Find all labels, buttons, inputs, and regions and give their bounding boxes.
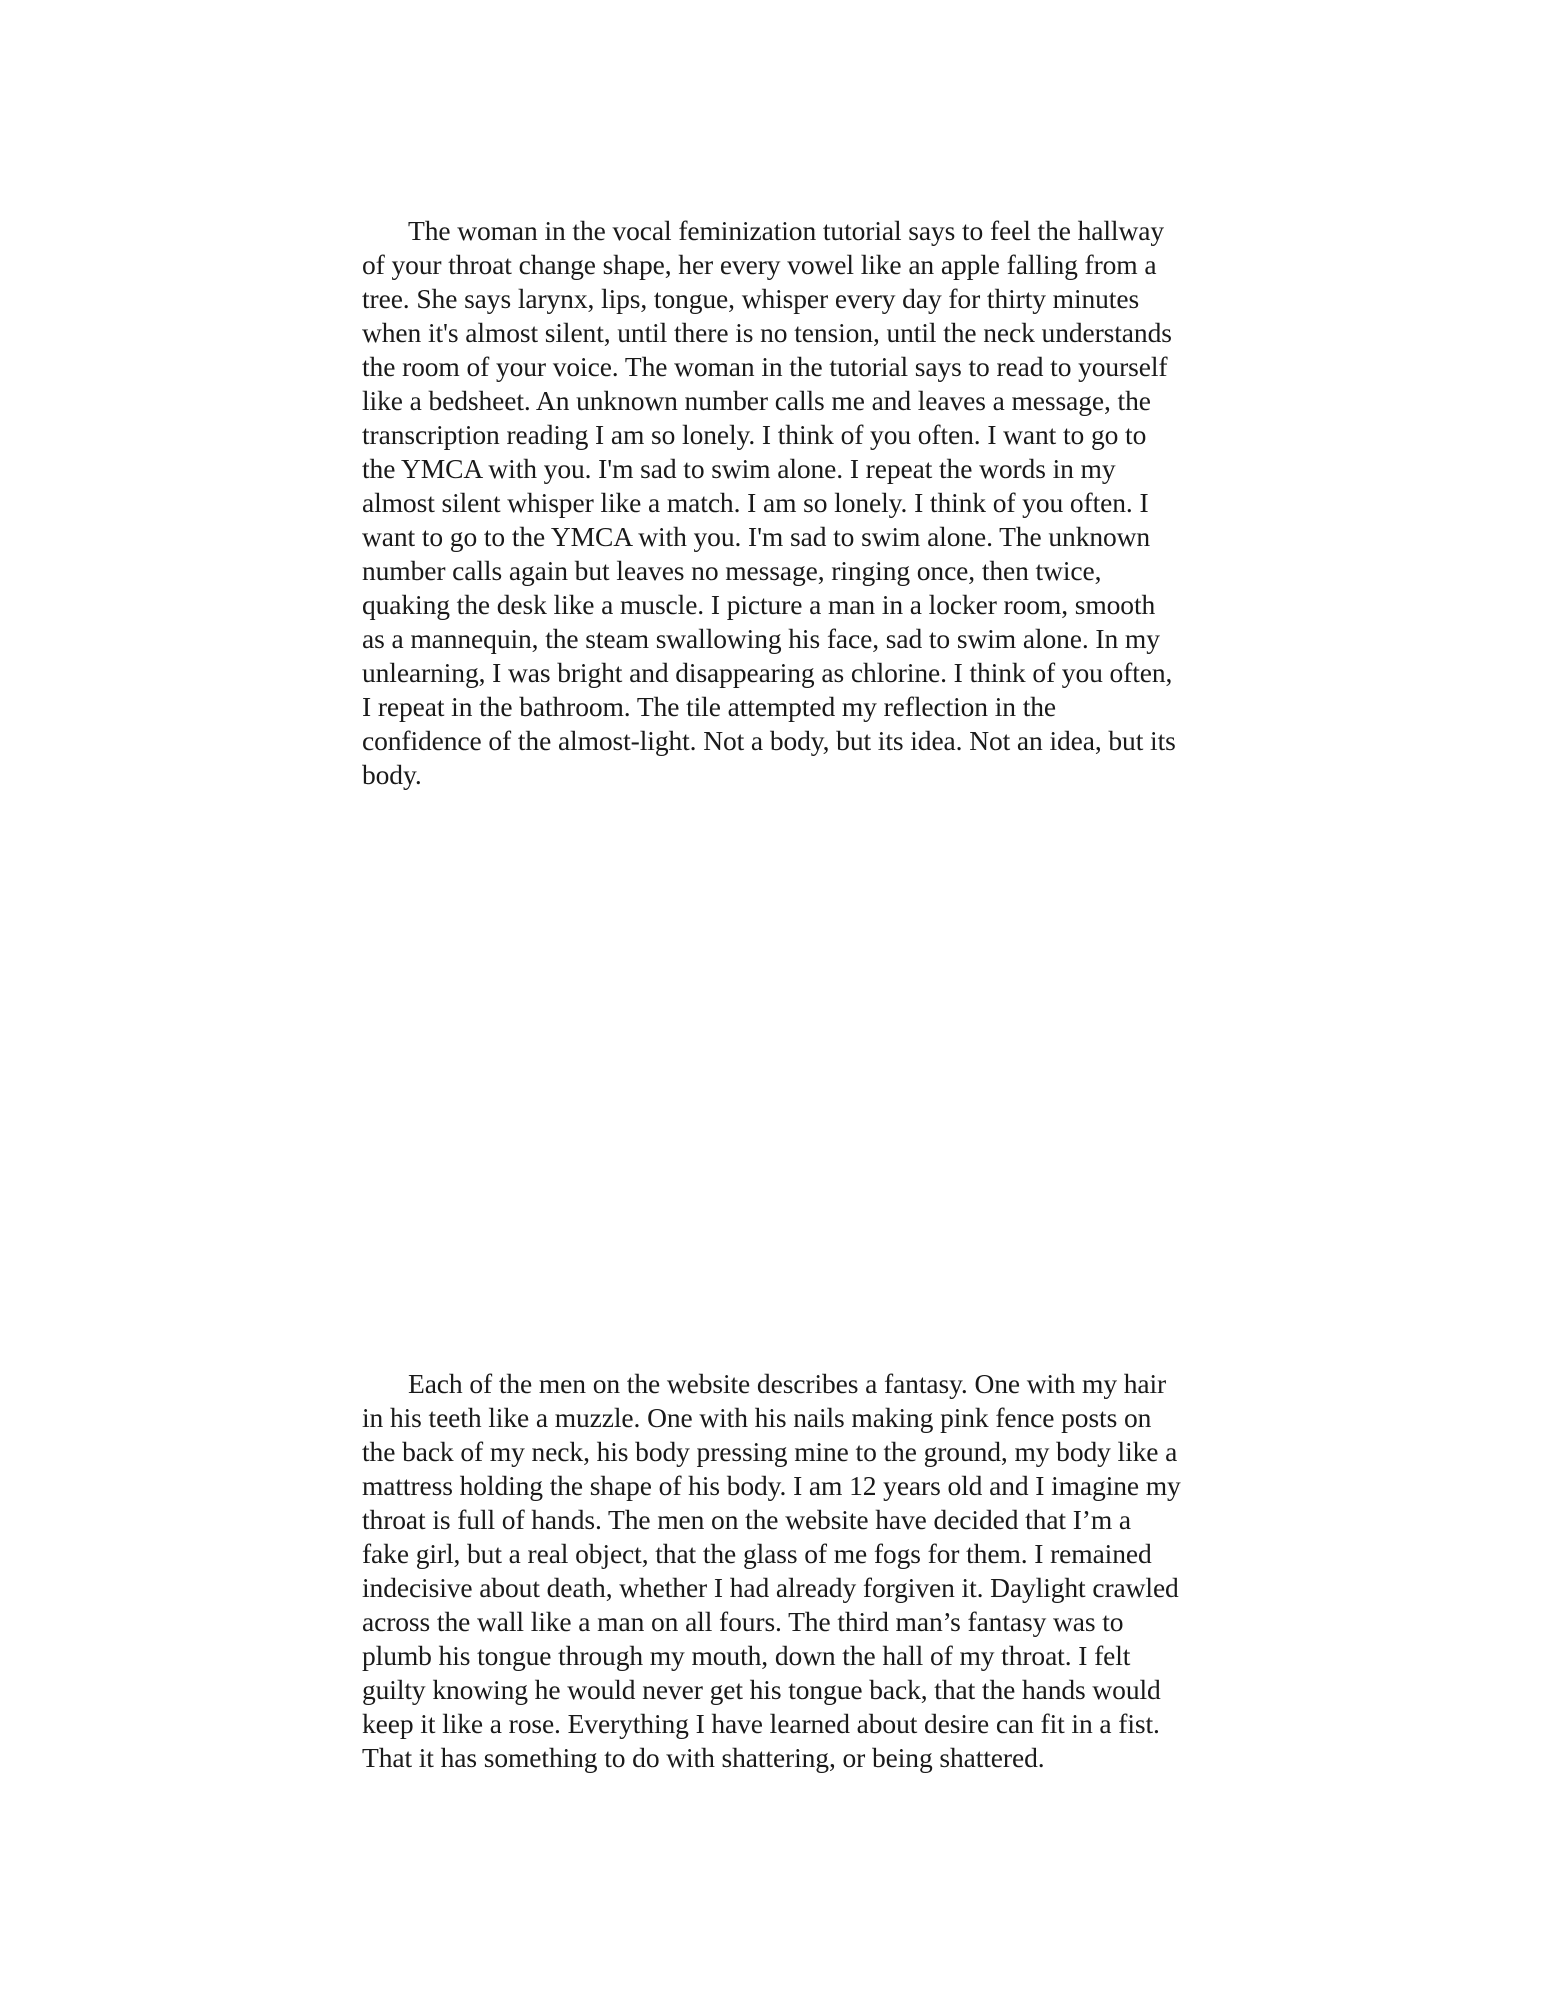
paragraph-website-fantasies: Each of the men on the website describes a fantasy. One with my hair in his teeth like a muzzle. One with his nails making pink fence posts on the back of my neck, his body pressing mine to the ground, my body like a mattress holding the shape of his body. I am 12 years old and I imagine my throat is full of hands. The men on the website have decided that I’m a fake girl, but a real object, that the glass of me fogs for them. I remained indecisive about death, whether I had already forgiven it. Daylight crawled across the wall like a man on all fours. The third man’s fantasy was to plumb his tongue through my mouth, down the hall of my throat. I felt guilty knowing he would never get his tongue back, that the hands would keep it like a rose. Everything I have learned about desire can fit in a fist. That it has something to do with shattering, or being shattered. [362,1368,1181,1773]
paragraph-vocal-tutorial: The woman in the vocal feminization tutorial says to feel the hallway of your throat change shape, her every vowel like an apple falling from a tree. She says larynx, lips, tongue, whisper every day for thirty minutes when it's almost silent, until there is no tension, until the neck understands the room of your voice. The woman in the tutorial says to read to yourself like a bedsheet. An unknown number calls me and leaves a message, the transcription reading I am so lonely. I think of you often. I want to go to the YMCA with you. I'm sad to swim alone. I repeat the words in my almost silent whisper like a match. I am so lonely. I think of you often. I want to go to the YMCA with you. I'm sad to swim alone. The unknown number calls again but leaves no message, ringing once, then twice, quaking the desk like a muscle. I picture a man in a locker room, smooth as a mannequin, the steam swallowing his face, sad to swim alone. In my unlearning, I was bright and disappearing as chlorine. I think of you often, I repeat in the bathroom. The tile attempted my reflection in the confidence of the almost-light. Not a body, but its idea. Not an idea, but its body. [362,215,1176,790]
